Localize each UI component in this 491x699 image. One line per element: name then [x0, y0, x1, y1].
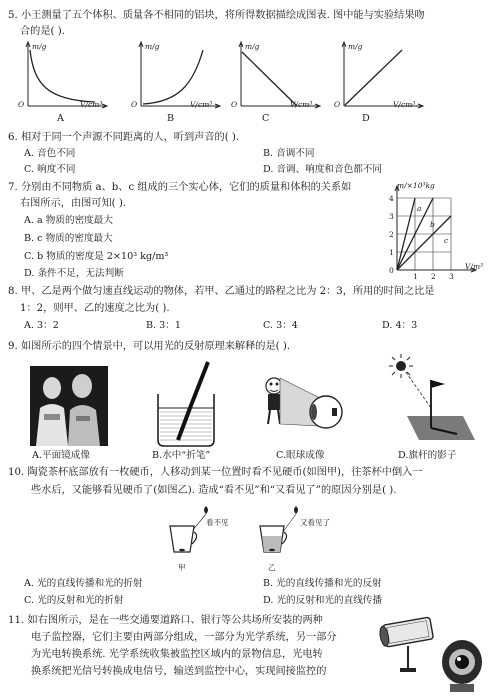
q5-graph-b-origin: O — [131, 100, 138, 109]
q5-graph-c-origin: O — [231, 100, 238, 109]
q7-line-a-label: a — [417, 204, 422, 213]
q5-graph-d-letter: D — [362, 113, 370, 124]
q7-option-c: C. b 物质的密度是 2×10³ kg/m³ — [24, 251, 169, 262]
q9-eye-image — [262, 372, 344, 448]
q10-cups-figure — [166, 500, 336, 560]
q10-label-see-again: 又看见了 — [300, 518, 330, 527]
q7-xtick-3: 3 — [449, 272, 454, 281]
q7-line1: 7. 分别由不同物质 a、b、c 组成的三个实心体，它们的质量和体积的关系如 — [8, 182, 352, 193]
q10-option-b: B. 光的直线传播和光的反射 — [263, 578, 382, 589]
q10-label-cannot-see: 看不见 — [206, 518, 229, 527]
q11-line3: 为光电转换系统. 光学系统收集被监控区域内的景物信息，光电转 — [31, 649, 323, 660]
q7-ytick-1: 1 — [389, 248, 394, 257]
q8-line2: 1：2，则甲、乙的速度之比为( ). — [20, 303, 170, 314]
q6-option-a: A. 音色不同 — [24, 148, 76, 159]
q11-line2: 电子监控器，它们主要由两部分组成，一部分为光学系统，另一部分 — [31, 632, 337, 643]
q7-line2: 右图所示，由图可知( ). — [20, 198, 127, 209]
q6-option-d: D. 音调、响度和音色都不同 — [263, 164, 382, 175]
q5-graph-d-ylabel: m/g — [348, 42, 363, 51]
q5-graph-d-xlabel: V/cm³ — [393, 100, 416, 109]
q7-line-c — [397, 216, 451, 270]
q7-graph-ylabel: m/×10³kg — [397, 181, 435, 190]
q5-graph-c-ylabel: m/g — [245, 42, 260, 51]
q7-xtick-1: 1 — [413, 272, 418, 281]
q5-line1: 5. 小王测量了五个体积、质量各不相同的铝块，将所得数据描绘成图表. 图中能与实验结果吻 — [8, 10, 425, 21]
q5-graph-b-xlabel: V/cm³ — [190, 100, 213, 109]
q7-xtick-2: 2 — [431, 272, 436, 281]
q8-line1: 8. 甲、乙是两个做匀速直线运动的物体，若甲、乙通过的路程之比为 2：3，所用的时间之比是 — [8, 286, 435, 297]
q10-option-d: D. 光的反射和光的直线传播 — [263, 595, 382, 606]
q7-line-c-label: c — [444, 236, 449, 245]
q9-caption-b: B.水中“折笔” — [152, 450, 211, 461]
q5-line2: 合的是( ). — [20, 26, 65, 37]
q11-line4: 换系统把光信号转换成电信号，输送到监控中心，实现间接监控的 — [31, 666, 327, 677]
q10-line1: 10. 陶瓷茶杯底部放有一枚硬币，人移动到某一位置时看不见硬币(如图甲)，往茶杯中倒入一 — [8, 467, 423, 478]
q5-graph-d-origin: O — [334, 100, 341, 109]
q7-ytick-3: 3 — [389, 212, 394, 221]
q5-graph-a-origin: O — [18, 100, 25, 109]
q7-grid — [397, 198, 451, 270]
q6-option-b: B. 音调不同 — [263, 148, 315, 159]
q5-graph-a-letter: A — [57, 113, 64, 124]
q6-option-c: C. 响度不同 — [24, 164, 76, 175]
q9-caption-a: A.平面镜成像 — [32, 450, 90, 461]
q5-graph-a-ylabel: m/g — [32, 42, 47, 51]
q7-option-a: A. a 物质的密度最大 — [24, 215, 113, 226]
q9-stem: 9. 如图所示的四个情景中，可以用光的反射原理来解释的是( ). — [8, 341, 291, 352]
q10-line2: 些水后，又能够看见硬币了(如图乙). 造成“看不见”和“又看见了”的原因分别是( ). — [31, 485, 397, 496]
q5-graph-b-letter: B — [167, 113, 175, 124]
q8-option-d: D. 4：3 — [382, 320, 418, 331]
q9-bent-pencil-glass — [150, 360, 222, 448]
q8-option-c: C. 3：4 — [263, 320, 298, 331]
q9-caption-c: C.眼球成像 — [276, 450, 325, 461]
q7-ytick-4: 4 — [389, 194, 394, 203]
q5-graph-b-ylabel: m/g — [145, 42, 160, 51]
q10-option-a: A. 光的直线传播和光的折射 — [24, 578, 143, 589]
q7-option-d: D. 条件不足，无法判断 — [24, 268, 124, 279]
q9-caption-d: D.旗杆的影子 — [398, 450, 457, 461]
q6-stem: 6. 相对于同一个声源不同距离的人，听到声音的( ). — [8, 132, 240, 143]
q8-option-b: B. 3：1 — [146, 320, 181, 331]
q11-camera-monitors — [378, 610, 486, 696]
q10-fig-jia: 甲 — [178, 563, 186, 572]
q7-line-b-label: b — [430, 220, 435, 229]
q9-mirror-image-photo — [30, 366, 108, 446]
q7-ytick-2: 2 — [389, 230, 394, 239]
q9-flagpole-shadow — [385, 352, 480, 448]
q10-option-c: C. 光的反射和光的折射 — [24, 595, 124, 606]
q8-option-a: A. 3：2 — [24, 320, 59, 331]
q11-line1: 11. 如右图所示，是在一些交通要道路口、银行等公共场所安装的两种 — [8, 615, 323, 626]
q5-graph-a-xlabel: V/cm³ — [80, 100, 103, 109]
q7-origin: 0 — [389, 266, 394, 275]
q5-graph-c-letter: C — [262, 113, 270, 124]
q10-fig-yi: 乙 — [268, 563, 276, 572]
q7-option-b: B. c 物质的密度最大 — [24, 233, 113, 244]
q5-graph-c-xlabel: V/cm³ — [290, 100, 313, 109]
q7-graph-xlabel: V/m³ — [465, 262, 484, 271]
